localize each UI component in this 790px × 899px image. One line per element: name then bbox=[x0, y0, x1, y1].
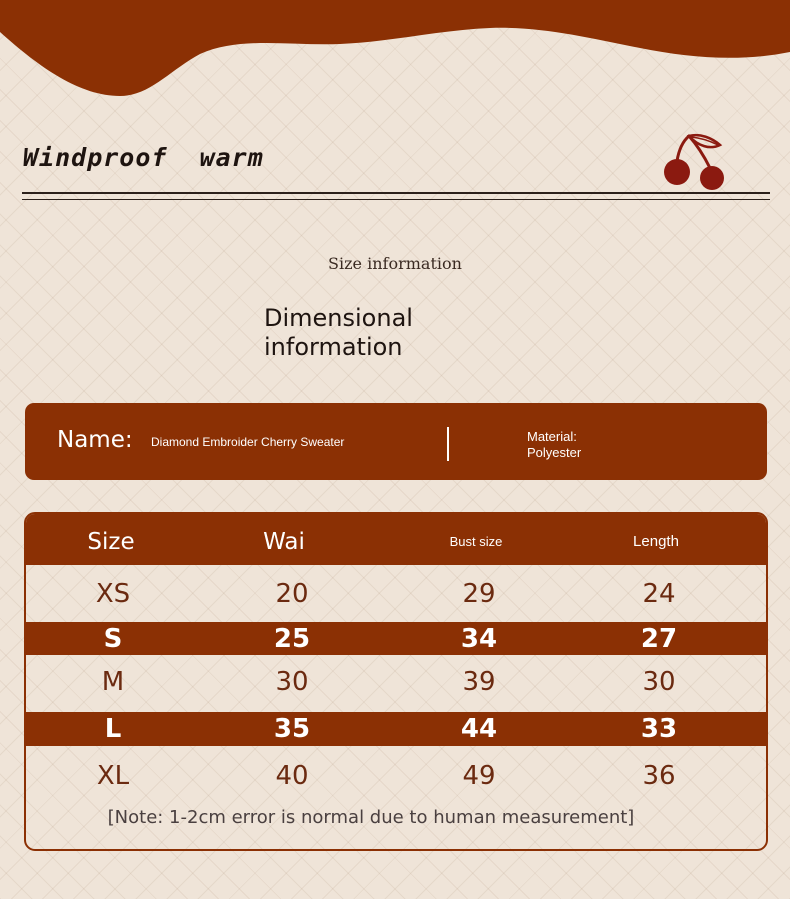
name-bar-divider bbox=[447, 427, 449, 461]
header-rule-thick bbox=[22, 192, 770, 194]
cell-bust: 49 bbox=[462, 761, 496, 791]
cell-bust: 29 bbox=[462, 579, 496, 609]
cell-size: M bbox=[101, 667, 125, 697]
material-label: Material: bbox=[527, 429, 577, 444]
cell-size: XL bbox=[96, 761, 130, 791]
cell-length: 30 bbox=[642, 667, 676, 697]
cell-waist: 20 bbox=[275, 579, 309, 609]
cell-bust: 34 bbox=[460, 624, 498, 654]
cell-waist: 40 bbox=[275, 761, 309, 791]
cell-bust: 39 bbox=[462, 667, 496, 697]
cell-length: 27 bbox=[640, 624, 678, 654]
product-name-bar bbox=[25, 403, 767, 480]
cell-waist: 25 bbox=[273, 624, 311, 654]
header-bust: Bust size bbox=[449, 534, 503, 549]
table-row-l bbox=[26, 712, 766, 746]
size-information-subtitle: Size information bbox=[328, 254, 462, 273]
cell-length: 33 bbox=[640, 714, 678, 744]
cell-size: S bbox=[103, 624, 123, 654]
cell-waist: 30 bbox=[275, 667, 309, 697]
cell-size: XS bbox=[95, 579, 131, 609]
measurement-note: [Note: 1-2cm error is normal due to human measurement] bbox=[107, 807, 635, 828]
cell-waist: 35 bbox=[273, 714, 311, 744]
cell-length: 36 bbox=[642, 761, 676, 791]
header-length: Length bbox=[633, 533, 679, 550]
header-size: Size bbox=[87, 529, 135, 555]
header-rule-thin bbox=[22, 199, 770, 200]
material-value: Polyester bbox=[527, 445, 582, 460]
headline: Windproof warm bbox=[23, 143, 264, 172]
product-name: Diamond Embroider Cherry Sweater bbox=[151, 435, 345, 449]
header-waist: Wai bbox=[263, 529, 305, 555]
dimensional-information-title: Dimensional information bbox=[264, 304, 413, 361]
table-row-xl bbox=[26, 746, 766, 804]
size-table-header bbox=[26, 514, 766, 565]
cherry-icon bbox=[660, 130, 730, 192]
cell-length: 24 bbox=[642, 579, 676, 609]
cell-size: L bbox=[104, 714, 122, 744]
name-label: Name: bbox=[57, 427, 133, 453]
top-wave-decoration bbox=[0, 0, 790, 100]
table-row-s bbox=[26, 622, 766, 655]
table-row-m bbox=[26, 655, 766, 712]
size-table bbox=[24, 512, 768, 851]
cell-bust: 44 bbox=[460, 714, 498, 744]
table-row-xs bbox=[26, 565, 766, 622]
